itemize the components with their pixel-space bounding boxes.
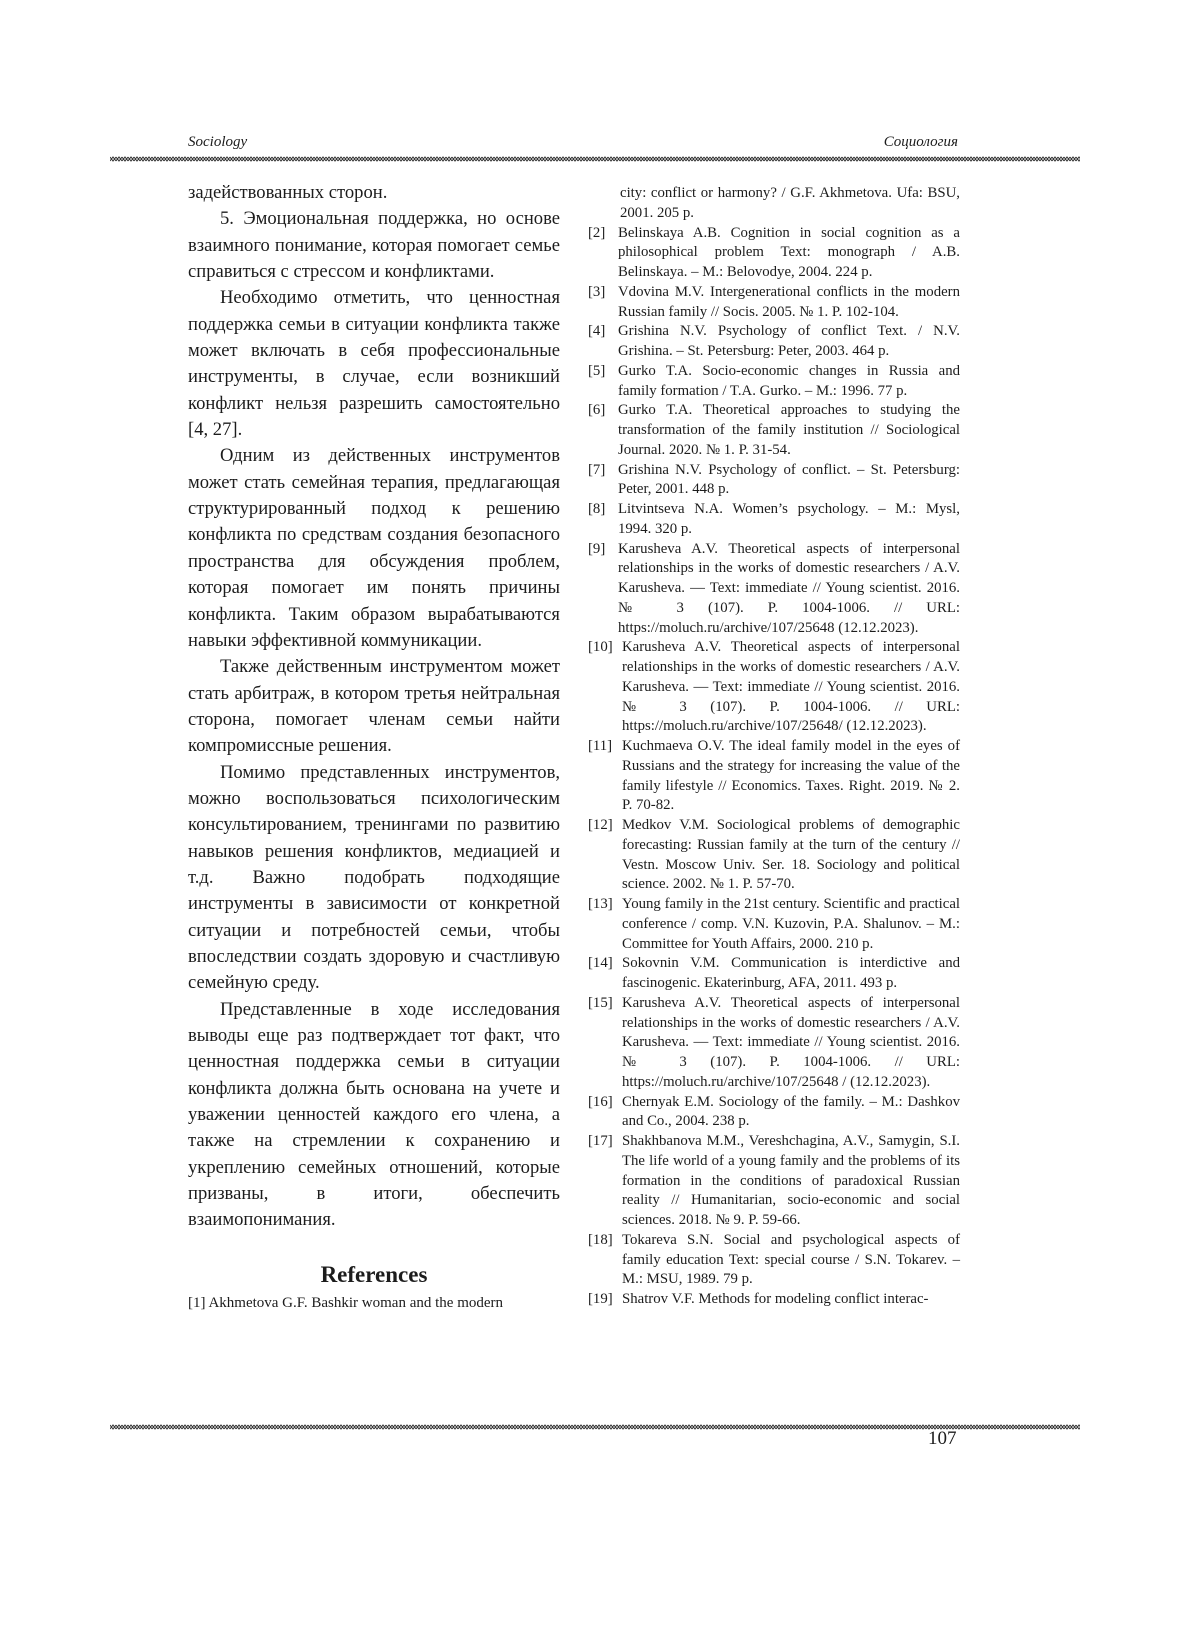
reference-item (588, 737, 960, 816)
reference-item (588, 224, 960, 283)
reference-text: Shakhbanova M.M., Vereshchagina, A.V., Samygin, S.I. The life world of a young family and the problems of its formation in the conditions of paradoxical Russian reality // Humanitarian, socio-economic and social sciences. 2018. № 9. P. 59-66. (622, 1132, 960, 1231)
paragraph: Представленные в ходе исследования выводы еще раз подтверждает тот факт, что ценностная поддержка семьи в ситуации конфликта должна быть основана на учете и уважении ценностей каждого его члена, а также на стремлении к сохранению и укреплению семейных отношений, которые призваны, в итоги, обеспечить взаимопонимания. (188, 997, 560, 1234)
reference-item (588, 401, 960, 460)
paragraph: Также действенным инструментом может стать арбитраж, в котором третья нейтральная сторона, помогает членам семьи найти компромиссные решения. (188, 654, 560, 759)
reference-item (588, 283, 960, 323)
reference-number: [3] (588, 283, 618, 303)
reference-number: [19] (588, 1290, 622, 1310)
reference-item (588, 638, 960, 737)
reference-number: [14] (588, 954, 622, 974)
reference-text: Medkov V.M. Sociological problems of demographic forecasting: Russian family at the turn of the century // Vestn. Moscow Univ. Ser. 18. Sociology and political science. 2002. № 1. P. 57-70. (622, 816, 960, 895)
reference-text: Grishina N.V. Psychology of conflict Text. / N.V. Grishina. – St. Petersburg: Peter, 2003. 464 p. (618, 322, 960, 362)
paragraph: Необходимо отметить, что ценностная поддержка семьи в ситуации конфликта также может включать в себя профессиональные инструменты, в случае, если возникший конфликт нельзя разрешить самостоятельно [4, 27]. (188, 285, 560, 443)
reference-item (588, 322, 960, 362)
reference-text: Kuchmaeva O.V. The ideal family model in the eyes of Russians and the strategy for increasing the value of the family lifestyle // Economics. Taxes. Right. 2019. № 2. P. 70-82. (622, 737, 960, 816)
reference-text: Gurko T.A. Socio-economic changes in Russia and family formation / T.A. Gurko. – M.: 1996. 77 p. (618, 362, 960, 402)
paragraph: 5. Эмоциональная поддержка, но основе взаимного понимание, которая помогает семье справиться с стрессом и конфликтами. (188, 206, 560, 285)
reference-number: [4] (588, 322, 618, 342)
reference-text: Karusheva A.V. Theoretical aspects of interpersonal relationships in the works of domestic researchers / A.V. Karusheva. — Text: immediate // Young scientist. 2016. № 3 (107). P. 1004-1006. // URL: https://moluch.ru/archive/107/25648/ (12.12.2023). (622, 638, 960, 737)
reference-number: [17] (588, 1132, 622, 1152)
reference-number: [10] (588, 638, 622, 658)
reference-text: Tokareva S.N. Social and psychological aspects of family education Text: special course / S.N. Tokarev. – M.: MSU, 1989. 79 p. (622, 1231, 960, 1290)
top-ornament-rule (110, 154, 1080, 164)
reference-item (588, 895, 960, 954)
reference-number: [16] (588, 1093, 622, 1113)
reference-number: [12] (588, 816, 622, 836)
reference-number: [1] (188, 1295, 206, 1311)
reference-number: [13] (588, 895, 622, 915)
reference-item (188, 1294, 560, 1314)
references-heading: References (188, 1260, 560, 1290)
reference-text: Young family in the 21st century. Scientific and practical conference / comp. V.N. Kuzovin, P.A. Shalunov. – M.: Committee for Youth Affairs, 2000. 210 p. (622, 895, 960, 954)
paragraph: Помимо представленных инструментов, можно воспользоваться психологическим консультированием, тренингами по развитию навыков решения конфликтов, медиацией и т.д. Важно подобрать подходящие инструменты в зависимости от конкретной ситуации и потребностей семьи, чтобы впоследствии создать здоровую и счастливую семейную среду. (188, 760, 560, 997)
reference-text: Gurko T.A. Theoretical approaches to studying the transformation of the family institution // Sociological Journal. 2020. № 1. P. 31-54. (618, 401, 960, 460)
reference-item (588, 1231, 960, 1290)
reference-item (588, 500, 960, 540)
reference-item (588, 816, 960, 895)
reference-item (588, 994, 960, 1093)
reference-text: Akhmetova G.F. Bashkir woman and the modern (208, 1295, 503, 1311)
reference-text: Grishina N.V. Psychology of conflict. – St. Petersburg: Peter, 2001. 448 p. (618, 461, 960, 501)
reference-item (588, 1132, 960, 1231)
reference-number: [18] (588, 1231, 622, 1251)
reference-text: Belinskaya A.B. Cognition in social cognition as a philosophical problem Text: monograph / A.B. Belinskaya. – M.: Belovodye, 2004. 224 p. (618, 224, 960, 283)
reference-number: [6] (588, 401, 618, 421)
reference-continuation: city: conflict or harmony? / G.F. Akhmetova. Ufa: BSU, 2001. 205 p. (588, 184, 960, 224)
reference-number: [5] (588, 362, 618, 382)
page-number: 107 (928, 1428, 957, 1450)
reference-item (588, 954, 960, 994)
reference-text: Chernyak E.M. Sociology of the family. – M.: Dashkov and Co., 2004. 238 p. (622, 1093, 960, 1133)
reference-number: [15] (588, 994, 622, 1014)
right-column (588, 184, 960, 1310)
reference-text: Karusheva A.V. Theoretical aspects of interpersonal relationships in the works of domestic researchers / A.V. Karusheva. — Text: immediate // Young scientist. 2016. № 3 (107). P. 1004-1006. // URL: https://moluch.ru/archive/107/25648 (12.12.2023). (618, 540, 960, 639)
reference-item (588, 540, 960, 639)
reference-item (588, 362, 960, 402)
left-column (188, 180, 560, 1313)
reference-number: [2] (588, 224, 618, 244)
reference-number: [9] (588, 540, 618, 560)
reference-number: [11] (588, 737, 622, 757)
running-header (188, 134, 958, 156)
reference-text: Litvintseva N.A. Women’s psychology. – M.: Mysl, 1994. 320 p. (618, 500, 960, 540)
reference-item (588, 461, 960, 501)
reference-item (588, 1093, 960, 1133)
reference-text: Sokovnin V.M. Communication is interdictive and fascinogenic. Ekaterinburg, AFA, 2011. 493 p. (622, 954, 960, 994)
reference-text: Shatrov V.F. Methods for modeling conflict interac- (622, 1290, 960, 1310)
running-head-right: Социология (884, 134, 958, 151)
paragraph: Одним из действенных инструментов может стать семейная терапия, предлагающая структурированный подход к решению конфликта по средствам создания безопасного пространства для обсуждения проблем, которая помогает им понять причины конфликта. Таким образом вырабатываются навыки эффективной коммуникации. (188, 443, 560, 654)
running-head-left: Sociology (188, 134, 247, 151)
reference-number: [8] (588, 500, 618, 520)
reference-text: Vdovina M.V. Intergenerational conflicts in the modern Russian family // Socis. 2005. № 1. P. 102-104. (618, 283, 960, 323)
paragraph: задействованных сторон. (188, 180, 560, 206)
reference-item (588, 1290, 960, 1310)
reference-text: Karusheva A.V. Theoretical aspects of interpersonal relationships in the works of domestic researchers / A.V. Karusheva. — Text: immediate // Young scientist. 2016. № 3 (107). P. 1004-1006. // URL: https://moluch.ru/archive/107/25648 / (12.12.2023). (622, 994, 960, 1093)
reference-number: [7] (588, 461, 618, 481)
